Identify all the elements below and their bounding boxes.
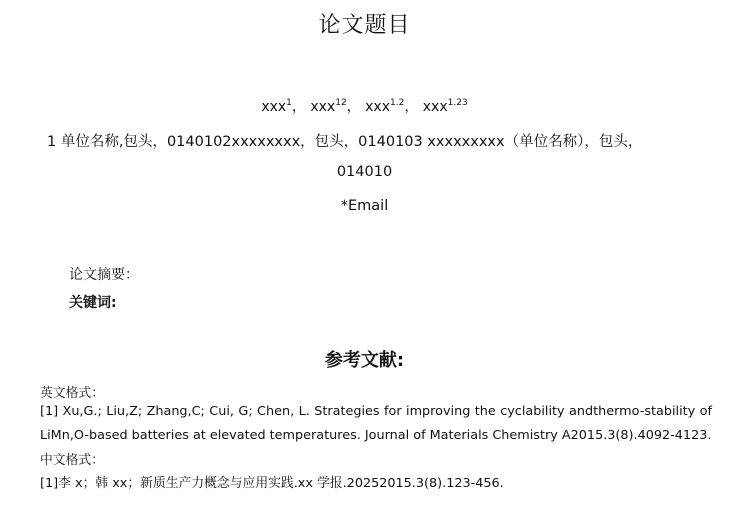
reference-entry-chinese: [1]李 x；韩 xx；新质生产力概念与应用实践.xx 学报.20252015.3(8).123-456. bbox=[40, 476, 504, 491]
reference-entry-english-line1: [1] Xu,G.; Liu,Z; Zhang,C; Cui, G; Chen, L. Strategies for improving the cyclability andthermo-stability of bbox=[40, 404, 712, 419]
affiliation-line: 1 单位名称,包头，0140102xxxxxxxx，包头，0140103 xxxxxxxxx（单位名称），包头， bbox=[47, 134, 643, 150]
author-affiliation-sup: 1 bbox=[286, 98, 292, 108]
author-separator: ， bbox=[404, 99, 419, 115]
reference-entry-english-line2: LiMn,O-based batteries at elevated temperatures. Journal of Materials Chemistry A2015.3(8).4092-4123. bbox=[40, 428, 712, 443]
abstract-label: 论文摘要： bbox=[69, 267, 139, 283]
paper-title: 论文题目 bbox=[318, 13, 411, 38]
author-affiliation-sup: 12 bbox=[335, 98, 347, 108]
keywords-label: 关键词: bbox=[69, 295, 117, 311]
author-separator: ， bbox=[291, 99, 306, 115]
author-name: xxx bbox=[422, 99, 448, 115]
author-affiliation-sup: 1.23 bbox=[447, 98, 468, 108]
author-separator: ， bbox=[346, 99, 361, 115]
email-line: *Email bbox=[340, 198, 389, 214]
author-name: xxx bbox=[261, 99, 287, 115]
author-list bbox=[0, 96, 729, 116]
author-name: xxx bbox=[365, 99, 390, 115]
references-heading: 参考文献: bbox=[324, 350, 405, 371]
author-name: xxx bbox=[310, 99, 336, 115]
english-format-label: 英文格式： bbox=[40, 386, 104, 401]
author-affiliation-sup: 1.2 bbox=[389, 98, 405, 108]
chinese-format-label: 中文格式： bbox=[40, 453, 104, 468]
affiliation-postcode: 014010 bbox=[336, 164, 393, 180]
